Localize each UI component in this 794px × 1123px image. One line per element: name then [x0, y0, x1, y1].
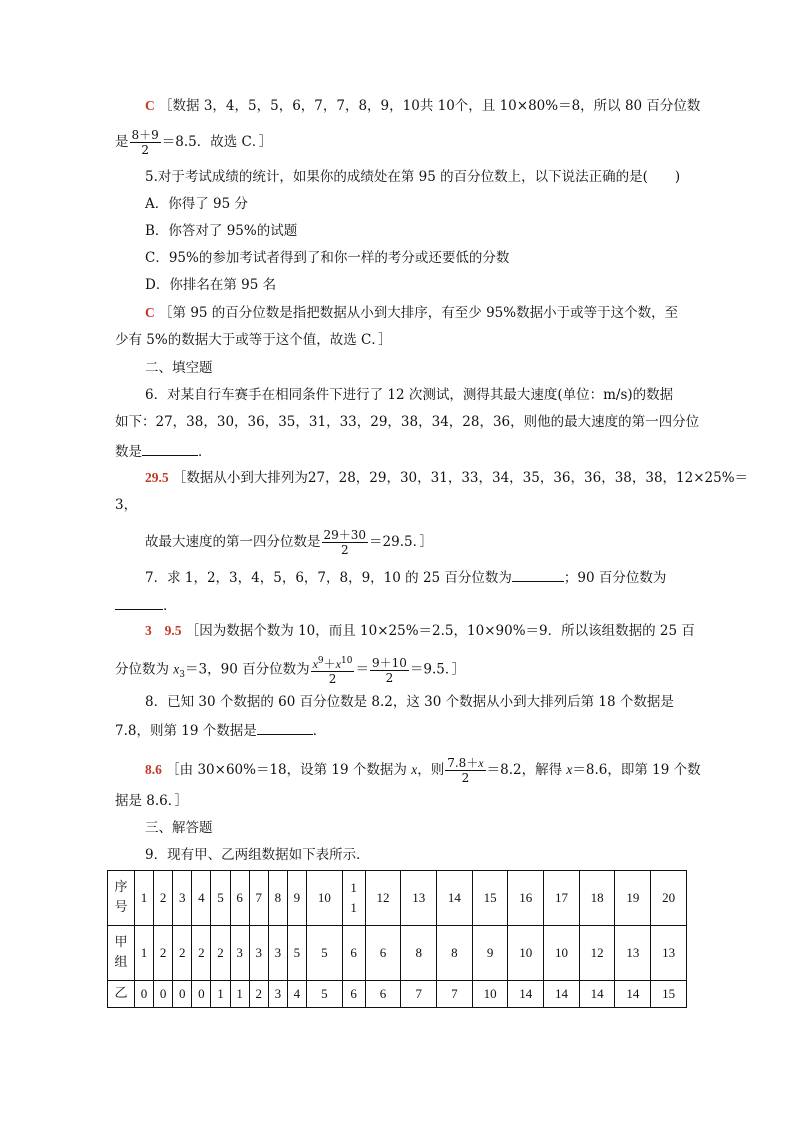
group-b-cell: 7	[437, 981, 473, 1008]
group-b-cell: 0	[173, 981, 192, 1008]
q7-line1-mid: ；90 百分位数为	[563, 570, 667, 586]
index-cell: 1	[135, 871, 154, 926]
q7-line2-post: ．	[163, 598, 177, 614]
index-cell: 19	[615, 871, 651, 926]
q4-exp-pre: 是	[115, 134, 129, 150]
q7-stem-line2	[115, 595, 177, 615]
q8-explanation-line1	[145, 756, 701, 785]
q4-exp-text1: ［数据 3，4，5，5，6，7，7，8，9，10共 10个，且 10×80%＝8，所以 80 百分位数	[159, 98, 701, 114]
q5-option-a: A．你得了 95 分	[145, 196, 249, 212]
q4-frac-den: 2	[141, 143, 149, 157]
group-a-cell: 13	[651, 926, 687, 981]
q8-line2-pre: 7.8，则第 19 个数据是	[115, 723, 257, 739]
group-b-cell: 0	[135, 981, 154, 1008]
q8-fraction	[445, 756, 485, 785]
group-b-cell: 1	[211, 981, 230, 1008]
q8-frac-num-pre: 7.8＋	[447, 756, 479, 770]
group-a-cell: 5	[306, 926, 342, 981]
q6-explanation-line2: 3，	[115, 497, 138, 513]
q8-exp-mid2: ＝8.2，解得	[486, 762, 567, 778]
group-b-cell: 6	[342, 981, 365, 1008]
q6-answer-blank[interactable]	[142, 441, 198, 456]
q4-frac-num: 8＋9	[131, 128, 159, 142]
group-b-cell: 7	[401, 981, 437, 1008]
q8-exp-post: ＝8.6，即第 19 个数	[572, 762, 701, 778]
index-cell: 17	[544, 871, 580, 926]
group-a-cell: 5	[287, 926, 306, 981]
q6-fraction	[322, 528, 369, 557]
q8-var-x2: x	[566, 762, 573, 777]
q4-explanation-line1	[145, 97, 700, 115]
group-a-cell: 3	[268, 926, 287, 981]
row-header-group-a-char1: 甲	[114, 935, 128, 950]
group-a-cell: 6	[365, 926, 401, 981]
q7-exp-mid: ＝3，90 百分位数为	[185, 661, 310, 678]
q6-exp-pre: 故最大速度的第一四分位数是	[145, 534, 321, 550]
q7-frac2-num: 9＋10	[371, 655, 407, 670]
q7-frac1-num	[311, 654, 355, 672]
q7-explanation-line1	[145, 622, 695, 640]
index-cell: 14	[437, 871, 473, 926]
q6-answer: 29.5	[145, 470, 169, 485]
q7-sub-3: 3	[179, 670, 186, 681]
row-header-group-a-char2: 组	[114, 955, 128, 970]
q8-frac-num	[445, 756, 485, 771]
group-b-cell: 0	[154, 981, 173, 1008]
group-b-cell: 14	[544, 981, 580, 1008]
q9-stem: 9．现有甲、乙两组数据如下表所示．	[145, 847, 370, 863]
q6-exp-post: ＝29.5．］	[369, 534, 433, 550]
q8-frac-den: 2	[461, 771, 470, 785]
q7-exp-post: ＝9.5．］	[409, 661, 466, 678]
index-cell: 8	[268, 871, 287, 926]
group-b-cell: 14	[579, 981, 615, 1008]
group-a-cell: 2	[154, 926, 173, 981]
index-cell: 16	[508, 871, 544, 926]
group-a-cell: 12	[579, 926, 615, 981]
q7-var-x: x	[173, 661, 180, 677]
index-cell: 7	[249, 871, 268, 926]
q7-answer-blank-2[interactable]	[115, 595, 163, 610]
q4-exp-post: ＝8.5．故选 C．］	[161, 134, 273, 150]
q7-frac2-den: 2	[385, 670, 394, 685]
group-b-cell: 5	[306, 981, 342, 1008]
q8-answer: 8.6	[145, 762, 162, 777]
group-b-cell: 3	[268, 981, 287, 1008]
q5-explanation-line2: 少有 5%的数据大于或等于这个值，故选 C．］	[115, 332, 392, 348]
q7-answer-blank-1[interactable]	[512, 567, 564, 582]
index-cell: 18	[579, 871, 615, 926]
q6-stem-line2: 如下：27，38，30，36，35，31，33，29，38，34，28，36，则他的最大速度的第一四分位	[115, 414, 700, 430]
q7-frac1-sup-b: 10	[341, 656, 353, 666]
q8-answer-blank[interactable]	[257, 720, 313, 735]
q6-frac-num: 29＋30	[323, 528, 367, 542]
q7-exp-pre: 分位数为	[115, 661, 174, 678]
index-cell: 15	[472, 871, 508, 926]
q7-exp-text1: ［因为数据个数为 10，而且 10×25%＝2.5，10×90%＝9．所以该组数据的 25 百	[185, 623, 695, 639]
q8-exp-pre: ［由 30×60%＝18，设第 19 个数据为	[166, 762, 412, 778]
section-fill-in-title: 二、填空题	[145, 360, 213, 376]
q5-option-d: D．你排名在第 95 名	[145, 277, 277, 293]
index-cell: 13	[401, 871, 437, 926]
q5-explanation-line1	[145, 304, 678, 322]
q7-fraction-2	[370, 656, 409, 685]
group-a-cell: 1	[135, 926, 154, 981]
index-cell: 1 1	[342, 871, 365, 926]
q5-option-b: B．你答对了 95%的试题	[145, 223, 298, 239]
group-a-cell: 2	[173, 926, 192, 981]
q7-frac1-sup-a: 9	[317, 656, 324, 666]
q7-explanation-line2	[115, 654, 465, 686]
table-row-index	[108, 871, 687, 926]
row-header-index-char1: 序	[114, 880, 128, 895]
group-b-cell: 14	[508, 981, 544, 1008]
q4-fraction	[130, 128, 161, 157]
q8-stem-line2	[115, 720, 326, 740]
q7-frac1-den: 2	[328, 672, 337, 686]
group-b-cell: 1	[230, 981, 249, 1008]
row-header-group-a	[108, 926, 135, 981]
q6-frac-den: 2	[340, 543, 349, 557]
q6-stem-line3	[115, 441, 212, 461]
q5-stem: 5.对于考试成绩的统计，如果你的成绩处在第 95 的百分位数上，以下说法正确的是( )	[145, 169, 681, 185]
q8-frac-num-var: x	[478, 756, 484, 770]
row-header-group-b: 乙	[108, 981, 135, 1008]
q8-stem-line1: 8．已知 30 个数据的 60 百分位数是 8.2，这 30 个数据从小到大排列后第 18 个数据是	[145, 694, 674, 710]
q7-fraction-1	[311, 654, 355, 686]
group-a-cell: 3	[230, 926, 249, 981]
q6-exp-text1: ［数据从小到大排列为27，28，29，30，31，33，34，35，36，36，38，38，12×25%＝	[172, 470, 749, 486]
q7-stem-line1	[145, 567, 666, 587]
table-row-group-a	[108, 926, 687, 981]
table-row-group-b	[108, 981, 687, 1008]
group-a-cell: 3	[249, 926, 268, 981]
index-cell: 10	[306, 871, 342, 926]
row-header-index-char2: 号	[114, 900, 128, 915]
q7-frac1-var-b: x	[335, 657, 341, 671]
group-b-cell: 2	[249, 981, 268, 1008]
section-solution-title: 三、解答题	[145, 820, 213, 836]
group-a-cell: 2	[192, 926, 211, 981]
q8-exp-mid: ，则	[417, 762, 445, 778]
q5-exp-text1: ［第 95 的百分位数是指把数据从小到大排序，有至少 95%数据小于或等于这个数，至	[159, 305, 679, 321]
q7-answer-1: 3	[145, 623, 152, 638]
group-b-cell: 4	[287, 981, 306, 1008]
index-cell: 6	[230, 871, 249, 926]
index-cell: 2	[154, 871, 173, 926]
q6-explanation-line1	[145, 469, 748, 487]
group-b-cell: 10	[472, 981, 508, 1008]
row-header-index	[108, 871, 135, 926]
group-a-cell: 10	[544, 926, 580, 981]
q6-explanation-line3	[145, 528, 433, 557]
group-a-cell: 2	[211, 926, 230, 981]
q7-frac1-var-a: x	[312, 657, 318, 671]
group-b-cell: 15	[651, 981, 687, 1008]
group-a-cell: 10	[508, 926, 544, 981]
group-a-cell: 13	[615, 926, 651, 981]
index-cell: 3	[173, 871, 192, 926]
group-a-cell: 8	[401, 926, 437, 981]
group-a-cell: 8	[437, 926, 473, 981]
q7-answer-2: 9.5	[164, 623, 182, 638]
index-cell: 12	[365, 871, 401, 926]
q4-answer: C	[145, 98, 155, 113]
q7-line1-pre: 7．求 1，2，3，4，5，6，7，8，9，10 的 25 百分位数为	[145, 570, 512, 586]
q7-frac1-plus: ＋	[323, 657, 336, 671]
q6-stem-line1: 6．对某自行车赛手在相同条件下进行了 12 次测试，测得其最大速度(单位：m/s)的数据	[145, 387, 674, 403]
q5-option-c: C．95%的参加考试者得到了和你一样的考分或还要低的分数	[145, 250, 510, 266]
index-cell: 5	[211, 871, 230, 926]
group-b-cell: 14	[615, 981, 651, 1008]
q5-answer: C	[145, 305, 155, 320]
group-b-cell: 6	[365, 981, 401, 1008]
q7-eq: ＝	[355, 661, 369, 678]
q8-var-x: x	[411, 762, 418, 777]
q4-explanation-line2	[115, 128, 272, 157]
index-cell: 4	[192, 871, 211, 926]
q6-line3-pre: 数是	[115, 444, 142, 460]
q8-line2-post: ．	[312, 723, 327, 739]
q8-explanation-line2: 据是 8.6．］	[115, 793, 189, 809]
q6-line3-post: ．	[198, 444, 212, 460]
index-cell: 9	[287, 871, 306, 926]
group-b-cell: 0	[192, 981, 211, 1008]
group-a-cell: 6	[342, 926, 365, 981]
index-cell: 20	[651, 871, 687, 926]
q9-data-table	[107, 870, 687, 1008]
group-a-cell: 9	[472, 926, 508, 981]
